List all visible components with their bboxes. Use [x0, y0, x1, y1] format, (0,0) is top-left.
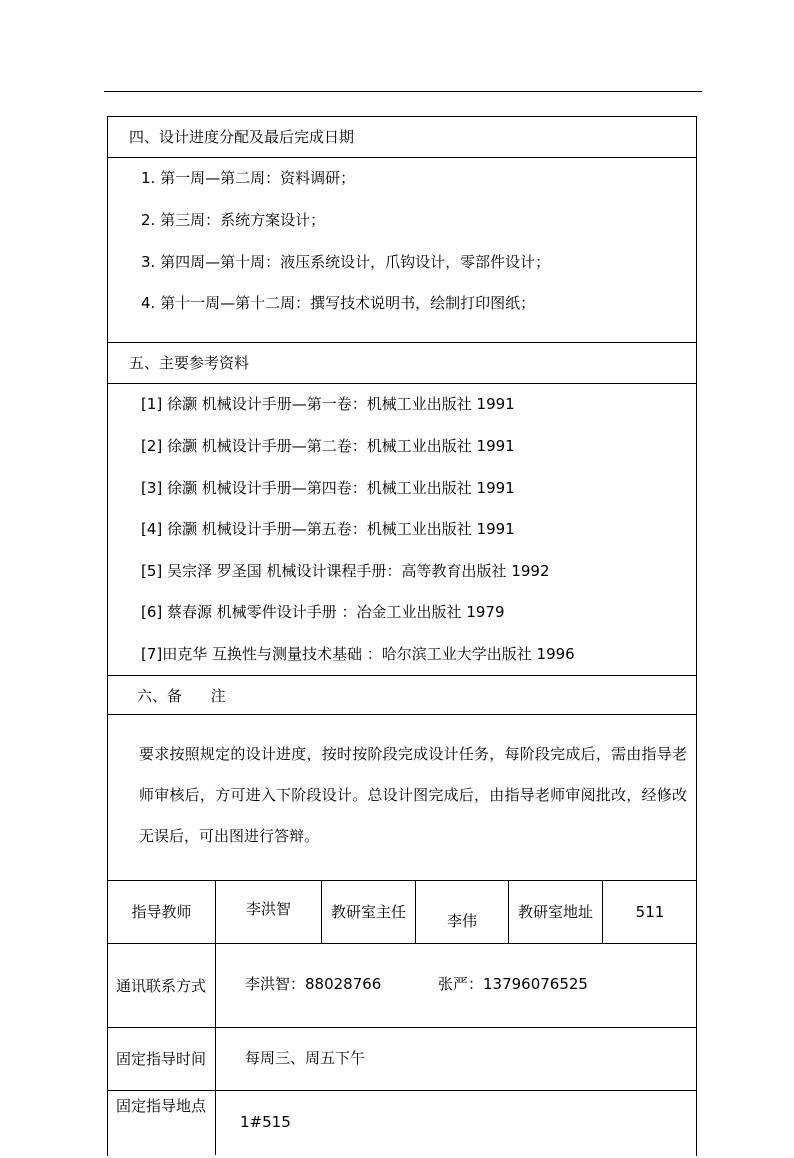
section6-title: 六、备 注	[137, 687, 226, 705]
grid-line	[215, 943, 216, 1155]
advisor-label: 指导教师	[131, 903, 192, 921]
contact-value-other: 张严：13796076525	[438, 975, 588, 993]
reference-item: [3] 徐灏 机械设计手册—第四卷：机械工业出版社 1991	[141, 479, 515, 497]
divider	[107, 342, 697, 343]
reference-item: [4] 徐灏 机械设计手册—第五卷：机械工业出版社 1991	[141, 520, 515, 538]
reference-item: [5] 吴宗泽 罗圣国 机械设计课程手册：高等教育出版社 1992	[141, 562, 550, 580]
schedule-item: 2. 第三周：系统方案设计；	[141, 211, 326, 229]
divider	[107, 157, 697, 158]
time-label: 固定指导时间	[115, 1050, 206, 1068]
place-label: 固定指导地点	[115, 1097, 206, 1115]
reference-item: [1] 徐灏 机械设计手册—第一卷：机械工业出版社 1991	[141, 395, 515, 413]
divider	[107, 383, 697, 384]
director-label: 教研室主任	[330, 903, 406, 921]
schedule-item: 3. 第四周—第十周：液压系统设计，爪钩设计，零部件设计；	[141, 253, 551, 271]
schedule-item: 1. 第一周—第二周：资料调研；	[141, 169, 356, 187]
section5-title: 五、主要参考资料	[129, 354, 250, 372]
reference-item: [7]田克华 互换性与测量技术基础 ：哈尔滨工业大学出版社 1996	[141, 645, 575, 663]
office-label: 教研室地址	[517, 903, 593, 921]
reference-item: [2] 徐灏 机械设计手册—第二卷：机械工业出版社 1991	[141, 437, 515, 455]
remarks-text: 要求按照规定的设计进度，按时按阶段完成设计任务，每阶段完成后，需由指导老师审核后，方可进入下阶段设计。总设计图完成后，由指导老师审阅批改，经修改无误后，可出图进行答辩。	[139, 745, 687, 845]
section4-title: 四、设计进度分配及最后完成日期	[129, 128, 355, 146]
place-value: 1#515	[240, 1113, 291, 1131]
divider	[107, 675, 697, 676]
advisor-value: 李洪智	[245, 900, 291, 918]
time-value: 每周三、周五下午	[245, 1049, 366, 1067]
office-value: 511	[635, 903, 665, 921]
schedule-item: 4. 第十一周—第十二周：撰写技术说明书，绘制打印图纸；	[141, 294, 536, 312]
divider	[107, 714, 697, 715]
director-value: 李伟	[446, 912, 477, 930]
contact-label: 通讯联系方式	[115, 976, 206, 995]
page-header-rule	[104, 91, 702, 92]
reference-item: [6] 蔡春源 机械零件设计手册 ：冶金工业出版社 1979	[141, 603, 505, 621]
contact-value-advisor: 李洪智：88028766	[245, 975, 382, 993]
